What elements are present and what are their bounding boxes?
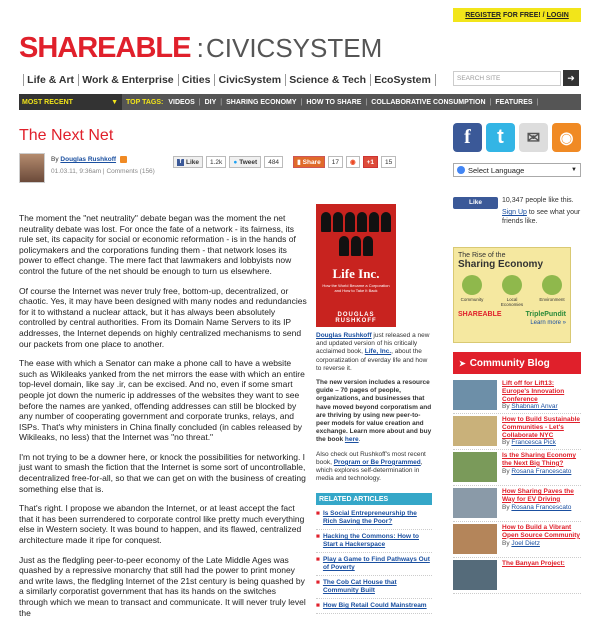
rss-icon[interactable]	[120, 156, 127, 163]
post-thumbnail[interactable]	[453, 560, 497, 590]
tweet-count: 484	[264, 156, 283, 168]
rss-feed-icon[interactable]: ◉	[552, 123, 581, 152]
post-thumbnail[interactable]	[453, 380, 497, 410]
email-icon[interactable]: ✉	[519, 123, 548, 152]
author-promo	[316, 332, 432, 489]
facebook-like-box	[453, 197, 580, 226]
blog-byline: By Rosana Francescato	[502, 504, 581, 512]
facebook-icon: f	[177, 159, 184, 166]
fb-like-button[interactable]: Like	[453, 197, 498, 209]
share-button[interactable]	[293, 156, 325, 168]
related-article-link[interactable]: How Big Retail Could Mainstream	[323, 602, 427, 610]
post-thumbnail[interactable]	[453, 416, 497, 446]
post-thumbnail[interactable]	[453, 488, 497, 518]
list-item	[316, 576, 432, 599]
tag-divider: |	[490, 99, 492, 106]
shareable-logo: SHAREABLE	[458, 311, 502, 318]
signup-link[interactable]: Sign Up	[502, 209, 527, 216]
tag-diy[interactable]: DIY	[205, 99, 217, 106]
tag-videos[interactable]: VIDEOS	[168, 99, 194, 106]
article-paragraph: I'm not trying to be a downer here, or knock the possibilities for networking. I just want to smash the fiction that the Internet is some sort of uncontrollable, decentralized free-for-all, so that we can get on with the business of creating something else that is.	[19, 452, 307, 494]
promo-paragraph	[316, 451, 432, 484]
promo-text: just released a new and updated version of his critically acclaimed book,	[316, 332, 429, 355]
figures-illustration	[320, 212, 392, 257]
share-bar	[173, 155, 396, 169]
article-paragraph: That's right. I propose we abandon the Internet, or at least accept the fact that it has been surrendered to corporate control like pretty much everything else in Western society. It was bound to happen, and its flawed, centralized architecture made it ripe for conquest.	[19, 503, 307, 545]
related-article-link[interactable]: Hacking the Commons: How to Start a Hackerspace	[323, 533, 432, 549]
tag-collaborative-consumption[interactable]: COLLABORATIVE CONSUMPTION	[371, 99, 485, 106]
register-link[interactable]: REGISTER	[465, 12, 501, 19]
sharing-economy-banner[interactable]	[453, 247, 571, 343]
arrow-right-icon: ➤	[459, 359, 466, 368]
list-item	[453, 522, 581, 558]
article-body	[19, 213, 307, 627]
chevron-down-icon: ▼	[571, 167, 577, 173]
logo-section: CIVICSYSTEM	[206, 33, 382, 64]
like-label: Like	[186, 159, 199, 166]
community-icon: Community	[458, 275, 486, 307]
language-label: Select Language	[468, 166, 524, 175]
community-blog-title: Community Blog	[470, 358, 550, 369]
plus-count: 15	[381, 156, 396, 168]
nav-science-tech[interactable]: Science & Tech	[289, 74, 366, 86]
blog-byline: By Joel Dietz	[502, 540, 581, 548]
banner-icons	[458, 275, 566, 307]
list-item	[316, 553, 432, 576]
blog-author-link[interactable]: Francesca Pick	[511, 439, 555, 446]
twitter-icon[interactable]: t	[486, 123, 515, 152]
community-blog-header	[453, 352, 581, 374]
promo-text: , about the corporatization of everday life and how to reverse it.	[316, 348, 427, 371]
environment-icon: Environment	[538, 275, 566, 307]
comments-link[interactable]: Comments (156)	[106, 168, 154, 175]
blog-post-link[interactable]: How Sharing Paves the Way for EV Driving	[502, 488, 574, 503]
like-count: 1.2k	[206, 156, 226, 168]
main-nav	[19, 70, 439, 89]
page-title: The Next Net	[19, 127, 113, 145]
tag-divider: |	[301, 99, 303, 106]
tag-divider: |	[537, 99, 539, 106]
tag-how-to-share[interactable]: HOW TO SHARE	[306, 99, 361, 106]
bullet-icon: ■	[316, 602, 320, 610]
blog-byline: By Francesca Pick	[502, 439, 581, 447]
related-articles-header: RELATED ARTICLES	[316, 493, 432, 505]
post-date: 01.03.11, 9:36am	[51, 168, 101, 175]
list-item	[453, 414, 581, 450]
blog-post-link[interactable]: The Banyan Project:	[502, 560, 565, 567]
blog-post-link[interactable]: Is the Sharing Economy the Next Big Thing?	[502, 452, 576, 467]
promo-text: , which explores self-determination in media and technology.	[316, 459, 423, 482]
banner-brands	[458, 311, 566, 318]
post-thumbnail[interactable]	[453, 524, 497, 554]
arrow-right-icon: ➜	[567, 73, 575, 84]
stumbleupon-button[interactable]: ◉	[346, 156, 360, 168]
promo-text: Also check out Rushkoff's most recent book,	[316, 451, 426, 466]
tag-divider: |	[365, 99, 367, 106]
list-item	[453, 486, 581, 522]
promo-book-link[interactable]: Life, Inc.	[365, 348, 391, 355]
blog-post-link[interactable]: How to Build Sustainable Communities - Let's Collaborate NYC	[502, 416, 580, 439]
byline	[51, 156, 127, 163]
tweet-label: Tweet	[239, 159, 257, 166]
local-economies-icon: Local Economies	[498, 275, 526, 307]
blog-post-link[interactable]: How to Build a Vibrant Open Source Community	[502, 524, 580, 539]
related-article-link[interactable]: Play a Game to Find Pathways Out of Poverty	[323, 556, 432, 572]
facebook-like-button[interactable]	[173, 156, 203, 168]
login-link[interactable]: LOGIN	[547, 12, 569, 19]
article-paragraph: Just as the fledgling peer-to-peer economy of the Late Middle Ages was quashed by a repressive monarchy that still had the power to print money and write laws, the fledgling Internet of the 21st century is being quashed by a similarly corporatist government that has its hands on the switches through which we mean to transact and communicate. It will never truly level the	[19, 555, 307, 619]
promo-author-link[interactable]: Douglas Rushkoff	[316, 332, 372, 339]
book-cover[interactable]	[316, 204, 396, 327]
bullet-icon: ■	[316, 533, 320, 549]
banner-line1: The Rise of the	[458, 252, 566, 259]
share-count: 17	[328, 156, 343, 168]
related-articles-list	[316, 507, 432, 614]
promo-book2-link[interactable]: Program or Be Programmed	[334, 459, 421, 466]
blog-byline: By Shabnam Anvar	[502, 403, 581, 411]
related-article-link[interactable]: Is Social Entrepreneurship the Rich Saving the Poor?	[323, 510, 432, 526]
site-logo[interactable]	[19, 33, 382, 63]
nav-life-art[interactable]: Life & Art	[27, 74, 74, 86]
top-tags-label: TOP TAGS:	[126, 99, 163, 106]
learn-more-link[interactable]: Learn more »	[458, 320, 566, 326]
promo-paragraph: The new version includes a resource guide – 70 pages of people, organizations, and businesses that have moved beyond corporatism and are thriving by using new peer-to-peer models for value creation and exchange. Learn more about and buy the book here.	[316, 379, 432, 445]
search-button[interactable]	[563, 70, 579, 86]
promo-paragraph	[316, 332, 432, 373]
logo-brand: SHAREABLE	[19, 32, 190, 65]
tag-divider: |	[199, 99, 201, 106]
community-blog-list	[453, 378, 581, 594]
blog-author-link[interactable]: Shabnam Anvar	[511, 403, 557, 410]
tweet-button[interactable]	[229, 156, 261, 168]
book-title: Life Inc.	[316, 266, 396, 282]
blog-author-link[interactable]: Rosana Francescato	[511, 468, 571, 475]
chevron-down-icon: ▼	[111, 99, 118, 106]
tag-features[interactable]: FEATURES	[495, 99, 532, 106]
article-paragraph: The ease with which a Senator can make a phone call to have a website such as Wikileaks yanked from the net mirrors the ease with which an entire top-level domain, like say .ir, can be excised. And no, even if some smart people jot down the numeric ip addresses of the websites they want to see before the names are yanked, offending addresses can still be blocked by any number of cooperating government and corporate trunks, relays, and ISPs. That's why ministers in China finally concluded (in cables released by Wikileaks, no less) that the Internet was "no threat."	[19, 358, 307, 443]
google-plus-button[interactable]: +1	[363, 156, 378, 168]
list-item	[316, 599, 432, 614]
share-label: Share	[303, 159, 321, 166]
post-thumbnail[interactable]	[453, 452, 497, 482]
blog-byline: By Rosana Francescato	[502, 468, 581, 476]
like-count-text: 10,347 people like this.	[502, 197, 574, 204]
list-item	[453, 558, 581, 594]
bullet-icon: ■	[316, 579, 320, 595]
list-item	[453, 378, 581, 414]
facebook-icon[interactable]: f	[453, 123, 482, 152]
book-subtitle: How the World Became a Corporation and How to Take It Back	[322, 283, 390, 293]
nav-work-enterprise[interactable]: Work & Enterprise	[82, 74, 173, 86]
author-avatar[interactable]	[19, 153, 45, 183]
language-select[interactable]	[453, 163, 581, 177]
nav-civicsystem[interactable]: CivicSystem	[219, 74, 281, 86]
blog-author-link[interactable]: Rosana Francescato	[511, 504, 571, 511]
search-input[interactable]	[453, 71, 561, 86]
banner-line2: Sharing Economy	[458, 259, 566, 270]
article-paragraph: Of course the Internet was never truly free, bottom-up, decentralized, or chaotic. Yes, it may have been designed with many nodes and redundancies for it to withstand a nuclear attack, but it has always been absolutely controlled by central authorities. From its Domain Name Servers to its IP addresses, the Internet depends on highly centralized mechanisms to send our packets from one place to another.	[19, 286, 307, 350]
by-label: By	[51, 156, 59, 163]
logo-separator: :	[196, 33, 204, 64]
promo-text: The new version includes a resource guide – 70 pages of people, organizations, and businesses that have moved beyond corporatism and are thriving by using new peer-to-peer models for value creation and exchange. Learn more about and buy the book	[316, 379, 431, 443]
blog-author-link[interactable]: Joel Dietz	[511, 540, 540, 547]
list-item	[453, 450, 581, 486]
list-item	[316, 530, 432, 553]
most-recent-dropdown[interactable]	[19, 94, 122, 110]
blog-post-link[interactable]: Lift off for Lift13: Europe's Innovation Conference	[502, 380, 564, 403]
share-icon: ▮	[297, 158, 301, 166]
post-meta: 01.03.11, 9:36am | Comments (156)	[51, 168, 155, 175]
nav-cities[interactable]: Cities	[182, 74, 211, 86]
search-placeholder: SEARCH SITE	[457, 75, 500, 82]
like-text: friends like.	[502, 218, 537, 225]
author-link[interactable]: Douglas Rushkoff	[60, 156, 116, 163]
book-author: DOUGLAS RUSHKOFF	[316, 312, 396, 324]
tags-bar	[19, 94, 581, 110]
google-icon	[457, 166, 465, 174]
tag-divider: |	[220, 99, 222, 106]
for-free-text: FOR FREE! /	[503, 12, 545, 19]
article-paragraph: The moment the "net neutrality" debate began was the moment the net neutrality debate was lost. For once the fate of a network - its fairness, its rule set, its capacity for social or economic reformation - is in the hands of policymakers and the corporations funding them - that network loses its power to effect change. The mere fact that lawmakers and lobbyists now control the future of the net should be enough to turn us elsewhere.	[19, 213, 307, 277]
bullet-icon: ■	[316, 510, 320, 526]
like-text: to see what your	[527, 209, 580, 216]
tag-sharing-economy[interactable]: SHARING ECONOMY	[226, 99, 296, 106]
list-item	[316, 507, 432, 530]
nav-ecosystem[interactable]: EcoSystem	[374, 74, 431, 86]
twitter-bird-icon: ●	[233, 159, 237, 166]
bullet-icon: ■	[316, 556, 320, 572]
triplepundit-logo: TriplePundit	[526, 311, 566, 318]
register-bar	[453, 8, 581, 22]
promo-here-link[interactable]: here	[345, 436, 359, 443]
most-recent-label: MOST RECENT	[22, 99, 73, 106]
related-article-link[interactable]: The Cob Cat House that Community Built	[323, 579, 432, 595]
